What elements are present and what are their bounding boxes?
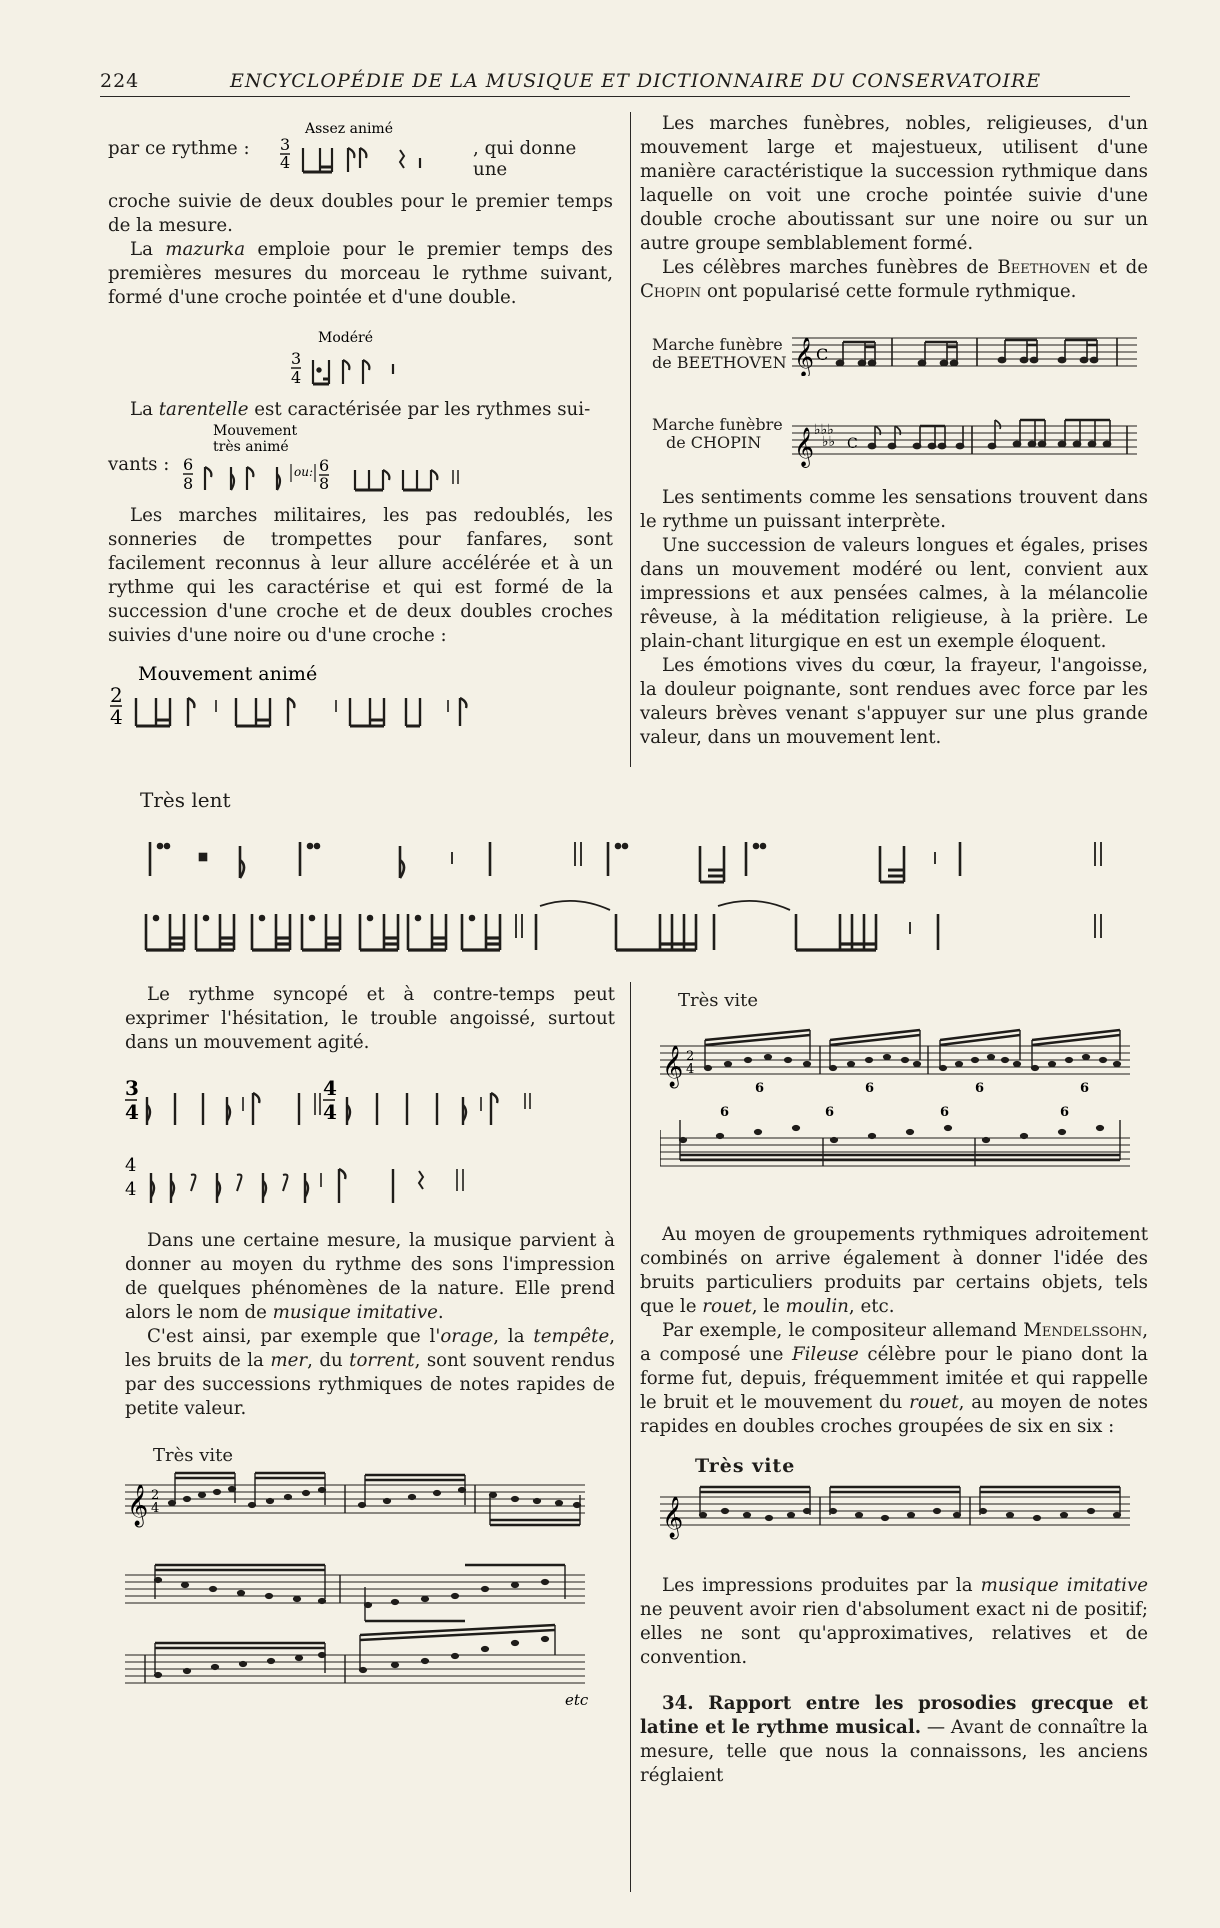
column-divider xyxy=(630,112,631,767)
paragraph-musique-imitative xyxy=(125,1229,615,1325)
paragraph: croche suivie de deux doubles pour le premier temps de la mesure. xyxy=(108,191,613,236)
svg-text:2: 2 xyxy=(110,683,123,707)
emphasis: torrent xyxy=(349,1350,415,1371)
text: vants : xyxy=(108,454,170,475)
emphasis: tempête xyxy=(533,1326,610,1347)
paragraph-syncope: Le rythme syncopé et à contre-temps peut exprimer l'hésitation, le trouble angoissé, surtout dans un mouvement agité. xyxy=(125,984,615,1053)
rhythm-tres-lent-line1 xyxy=(140,812,1140,892)
paragraph-valeurs-longues: Une succession de valeurs longues et égales, prises dans un mouvement modéré ou lent, convient aux impressions et aux pensées calmes, à la mélancolie rêveuse, à la méditation religieuse, à la prière. Le plain-chant liturgique en est un exemple éloquent. xyxy=(640,535,1148,652)
svg-text:C: C xyxy=(847,436,858,452)
rhythm-syncope-2 xyxy=(125,1151,615,1213)
staff-chopin xyxy=(792,406,1142,470)
text: , la xyxy=(493,1326,534,1347)
svg-text:2: 2 xyxy=(151,1488,160,1503)
sextolet-label: 6 xyxy=(1060,1105,1070,1120)
tempo-label: Très vite xyxy=(153,1445,234,1466)
text: emploie pour le premier temps des premières mesures du morceau le rythme suivant, formé d'une croche pointée et d'une double. xyxy=(108,239,614,308)
right-column-top xyxy=(640,112,1148,750)
svg-text:3: 3 xyxy=(291,349,302,368)
section-34 xyxy=(640,1692,1148,1788)
example-chopin xyxy=(640,398,1148,470)
etc-label: etc xyxy=(565,1691,589,1709)
emphasis: mer xyxy=(270,1350,308,1371)
svg-text:𝄞: 𝄞 xyxy=(794,427,815,467)
svg-text:4: 4 xyxy=(686,1062,695,1077)
tempo-label: Mouvement xyxy=(213,423,298,439)
svg-text:♭♭♭: ♭♭♭ xyxy=(814,422,834,438)
svg-text:3: 3 xyxy=(280,135,291,154)
staff-sextolets xyxy=(660,1010,1140,1210)
text: Au moyen de groupements rythmiques adroitement combinés on arrive également à donner l'idée des bruits particuliers produits par certains objets, tels que le xyxy=(640,1224,1148,1317)
example-label: Marche funèbre xyxy=(652,415,783,434)
tres-vite-example-left xyxy=(125,1445,615,1715)
example-label: Marche funèbre xyxy=(652,335,783,354)
staff-tres-vite-left xyxy=(125,1465,615,1715)
emphasis: mazurka xyxy=(165,239,246,260)
running-title: ENCYCLOPÉDIE DE LA MUSIQUE ET DICTIONNAIRE DU CONSERVATOIRE xyxy=(230,70,1042,92)
tempo-label: Très vite xyxy=(678,990,759,1011)
text: , sont souvent rendus par des successions rythmiques de notes rapides de petite valeur. xyxy=(125,1350,615,1419)
text: ne peuvent avoir rien d'absolument exact ni de positif; elles ne sont qu'approximatives, relatives et de convention. xyxy=(640,1599,1148,1668)
svg-text:4: 4 xyxy=(291,368,302,387)
column-divider-lower xyxy=(630,982,631,1892)
text: est caractérisée par les rythmes sui- xyxy=(248,399,591,420)
intro-suffix: , qui donne une xyxy=(473,138,577,180)
svg-text:4: 4 xyxy=(323,1100,337,1124)
staff-beethoven xyxy=(792,330,1142,376)
intro-prefix: par ce rythme : xyxy=(108,138,250,159)
svg-text:4: 4 xyxy=(125,1179,137,1200)
text: Les impressions produites par la xyxy=(662,1575,981,1596)
paragraph-beethoven-chopin xyxy=(640,256,1148,304)
page-number: 224 xyxy=(100,70,140,92)
tempo-label: Modéré xyxy=(318,330,373,346)
emphasis: rouet xyxy=(702,1296,752,1317)
composer-name: Beethoven xyxy=(997,257,1091,278)
sextolet-label: 6 xyxy=(865,1081,875,1096)
rhythm-syncope-1 xyxy=(125,1075,615,1137)
text: Les célèbres marches funèbres de xyxy=(662,257,998,278)
svg-text:4: 4 xyxy=(323,1076,337,1100)
rhythm-intro-line xyxy=(108,118,613,180)
svg-text:8: 8 xyxy=(319,474,330,493)
paragraph-marches-funebres: Les marches funèbres, nobles, religieuses, d'un mouvement large et majestueux, utilisent d'une manière caractéristique la succession rythmique dans laquelle on voit une croche pointée suivie d'une double croche aboutissant sur une noire ou sur un autre groupe semblablement formé. xyxy=(640,113,1148,254)
text: — Avant de connaître la mesure, telle que nous la connaissons, les anciens réglaient xyxy=(640,1717,1148,1786)
text: C'est ainsi, par exemple que l' xyxy=(147,1326,441,1347)
svg-text:♭♭: ♭♭ xyxy=(822,434,836,450)
rhythm-tarentelle xyxy=(183,422,613,494)
text: célèbre pour le piano dont la forme fut, depuis, fréquemment imitée et qui rappelle le bruit et le mouvement du xyxy=(640,1344,1149,1413)
tres-vite-example-right xyxy=(640,990,1148,1215)
staff-fileuse xyxy=(660,1477,1140,1557)
text: La xyxy=(130,399,159,420)
emphasis: Fileuse xyxy=(791,1344,859,1365)
tempo-label: Très lent xyxy=(140,788,231,812)
svg-text:𝄞: 𝄞 xyxy=(127,1485,149,1526)
left-column-top xyxy=(108,118,613,730)
emphasis: musique imitative xyxy=(980,1575,1148,1596)
header-rule xyxy=(100,96,1130,97)
section-heading: 34. Rapport entre les prosodies grecque et latine et le rythme musical. xyxy=(640,1693,1148,1738)
tres-lent-example xyxy=(140,788,1140,972)
fileuse-example xyxy=(640,1455,1148,1560)
paragraph-groupements xyxy=(640,1223,1148,1319)
lower-left-column xyxy=(125,983,615,1715)
paragraph-tarentelle xyxy=(108,398,613,422)
emphasis: tarentelle xyxy=(158,399,249,420)
tarentelle-rhythms xyxy=(108,422,613,494)
rhythm-assez-anime xyxy=(280,118,480,178)
svg-text:4: 4 xyxy=(151,1501,160,1516)
example-label: de BEETHOVEN xyxy=(652,353,787,372)
text: , a composé une xyxy=(640,1320,1148,1365)
text: Dans une certaine mesure, la musique parvient à donner au moyen du rythme des sons l'impression de quelques phénomènes de la nature. Elle prend alors le nom de xyxy=(125,1230,615,1323)
svg-text:𝄞: 𝄞 xyxy=(662,1497,684,1538)
emphasis: rouet xyxy=(909,1392,959,1413)
sextolet-label: 6 xyxy=(1080,1081,1090,1096)
text: , du xyxy=(307,1350,350,1371)
svg-text:4: 4 xyxy=(125,1155,137,1176)
tempo-label: Très vite xyxy=(695,1455,796,1477)
tempo-label: très animé xyxy=(213,439,289,455)
paragraph-mendelssohn xyxy=(640,1319,1148,1439)
svg-text:8: 8 xyxy=(183,474,194,493)
svg-text:6: 6 xyxy=(183,455,194,474)
text: . xyxy=(437,1302,444,1323)
svg-text:𝄞: 𝄞 xyxy=(662,1046,684,1087)
example-beethoven xyxy=(640,320,1148,380)
svg-text:4: 4 xyxy=(280,153,291,172)
svg-text:3: 3 xyxy=(125,1076,139,1100)
emphasis: musique imitative xyxy=(272,1302,438,1323)
svg-text:4: 4 xyxy=(110,705,123,729)
svg-text:𝄞: 𝄞 xyxy=(794,337,815,376)
paragraph-orage xyxy=(125,1325,615,1421)
svg-text:C: C xyxy=(816,345,829,364)
text: et de xyxy=(1090,257,1148,278)
ou-label: ou: xyxy=(294,465,313,479)
lower-right-column xyxy=(640,990,1148,1788)
example-label: de CHOPIN xyxy=(666,433,762,452)
paragraph-marches-militaires: Les marches militaires, les pas redoublés, les sonneries de trompettes pour fanfares, sont facilement reconnus à leur allure accélérée et à un rythme qui les caractérise et qui est formé de la succession d'une croche et de deux doubles croches suivies d'une noire ou d'une croche : xyxy=(108,505,613,646)
text: Par exemple, le compositeur allemand xyxy=(662,1320,1024,1341)
text: , au moyen de notes rapides en doubles croches groupées de six en six : xyxy=(640,1392,1148,1437)
emphasis: orage xyxy=(440,1326,494,1347)
text: , le xyxy=(751,1296,786,1317)
rhythm-mouvement-anime xyxy=(108,660,608,730)
text: , les bruits de la xyxy=(125,1326,615,1371)
svg-text:6: 6 xyxy=(319,456,330,475)
text: ont popularisé cette formule rythmique. xyxy=(701,281,1077,302)
text: La xyxy=(130,239,166,260)
tempo-label: Assez animé xyxy=(305,121,393,137)
rhythm-tres-lent-line2 xyxy=(140,898,1140,968)
composer-name: Mendelssohn xyxy=(1023,1320,1143,1341)
svg-text:4: 4 xyxy=(125,1100,139,1124)
paragraph-emotions: Les émotions vives du cœur, la frayeur, l'angoisse, la douleur poignante, sont rendues avec force par les valeurs brèves venant s'appuyer sur une plus grande valeur, dans un mouvement lent. xyxy=(640,655,1148,748)
tempo-label: Mouvement animé xyxy=(138,663,318,685)
sextolet-label: 6 xyxy=(825,1105,835,1120)
paragraph-sentiments: Les sentiments comme les sensations trouvent dans le rythme un puissant interprète. xyxy=(640,487,1148,532)
composer-name: Chopin xyxy=(640,281,702,302)
sextolet-label: 6 xyxy=(940,1105,950,1120)
svg-text:2: 2 xyxy=(686,1049,695,1064)
emphasis: moulin xyxy=(785,1296,849,1317)
paragraph-impressions xyxy=(640,1574,1148,1670)
text: , etc. xyxy=(848,1296,895,1317)
paragraph-mazurka xyxy=(108,238,613,310)
rhythm-modere xyxy=(283,326,443,388)
sextolet-label: 6 xyxy=(720,1105,730,1120)
sextolet-label: 6 xyxy=(755,1081,765,1096)
sextolet-label: 6 xyxy=(975,1081,985,1096)
